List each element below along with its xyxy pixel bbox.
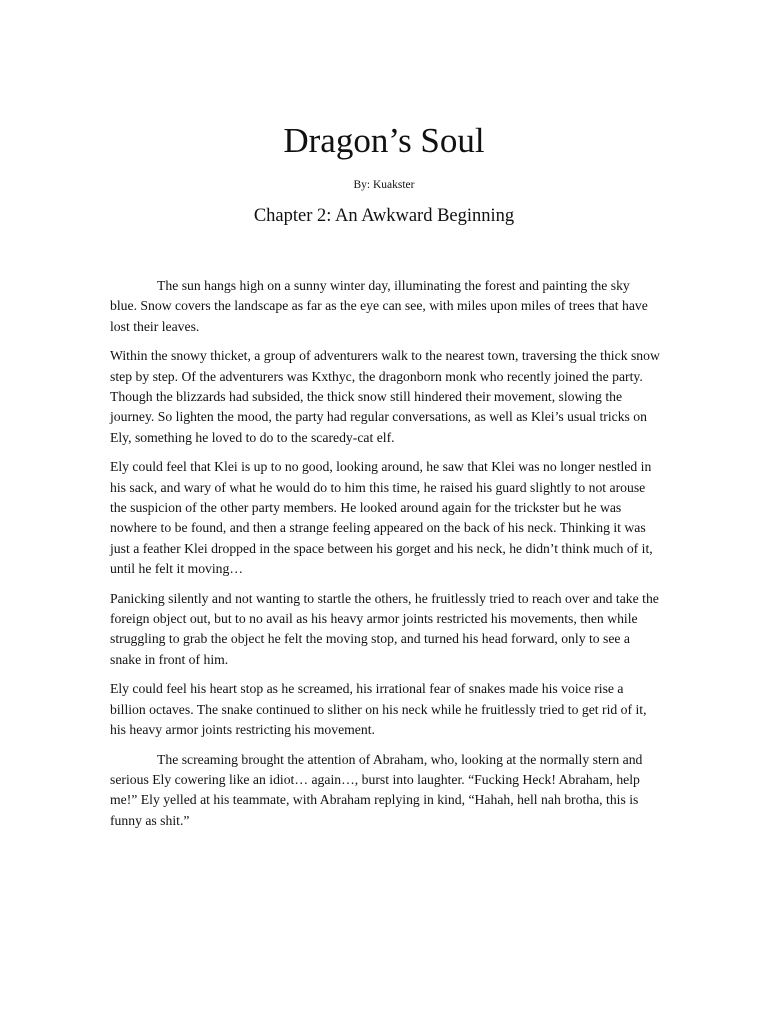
author-byline: By: Kuakster [353,179,415,191]
paragraph-4: Panicking silently and not wanting to startle the others, he fruitlessly tried to reach over and take the foreign object out, but to no avail as his heavy armor joints restricted his movements, then while struggling to grab the object he felt the moving stop, and turned his head forward, only to see a snake in front of him. [110,590,659,667]
story-body [110,276,660,840]
paragraph-6: The screaming brought the attention of Abraham, who, looking at the normally stern and serious Ely cowering like an idiot… again…, burst into laughter. “Fucking Heck! Abraham, help me!” Ely yelled at his teammate, with Abraham replying in kind, “Hahah, hell nah brotha, this is funny as shit.” [110,751,643,828]
paragraph-1: The sun hangs high on a sunny winter day, illuminating the forest and painting the sky blue. Snow covers the landscape as far as the eye can see, with miles upon miles of trees that have lost their leaves. [110,278,648,334]
paragraph-3: Ely could feel that Klei is up to no good, looking around, he saw that Klei was no longer nestled in his sack, and wary of what he would do to him this time, he raised his guard slightly to not arouse the suspicion of the other party members. He looked around again for the trickster but he was nowhere to be found, and then a strange feeling appeared on the back of his neck. Thinking it was just a feather Klei dropped in the space between his gorget and his neck, he didn’t think much of it, until he felt it moving… [110,459,653,576]
chapter-heading: Chapter 2: An Awkward Beginning [253,206,515,226]
paragraph-5: Ely could feel his heart stop as he screamed, his irrational fear of snakes made his voice rise a billion octaves. The snake continued to slither on his neck while he fruitlessly tried to get rid of it, his heavy armor joints restricting his movement. [110,681,647,737]
paragraph-2: Within the snowy thicket, a group of adventurers walk to the nearest town, traversing the thick snow step by step. Of the adventurers was Kxthyc, the dragonborn monk who recently joined the party. Though the blizzards had subsided, the thick snow still hindered their movement, slowing the journey. So lighten the mood, the party had regular conversations, as well as Klei’s usual tricks on Ely, something he loved to do to the scaredy-cat elf. [110,348,660,445]
document-title: Dragon’s Soul [283,121,485,160]
